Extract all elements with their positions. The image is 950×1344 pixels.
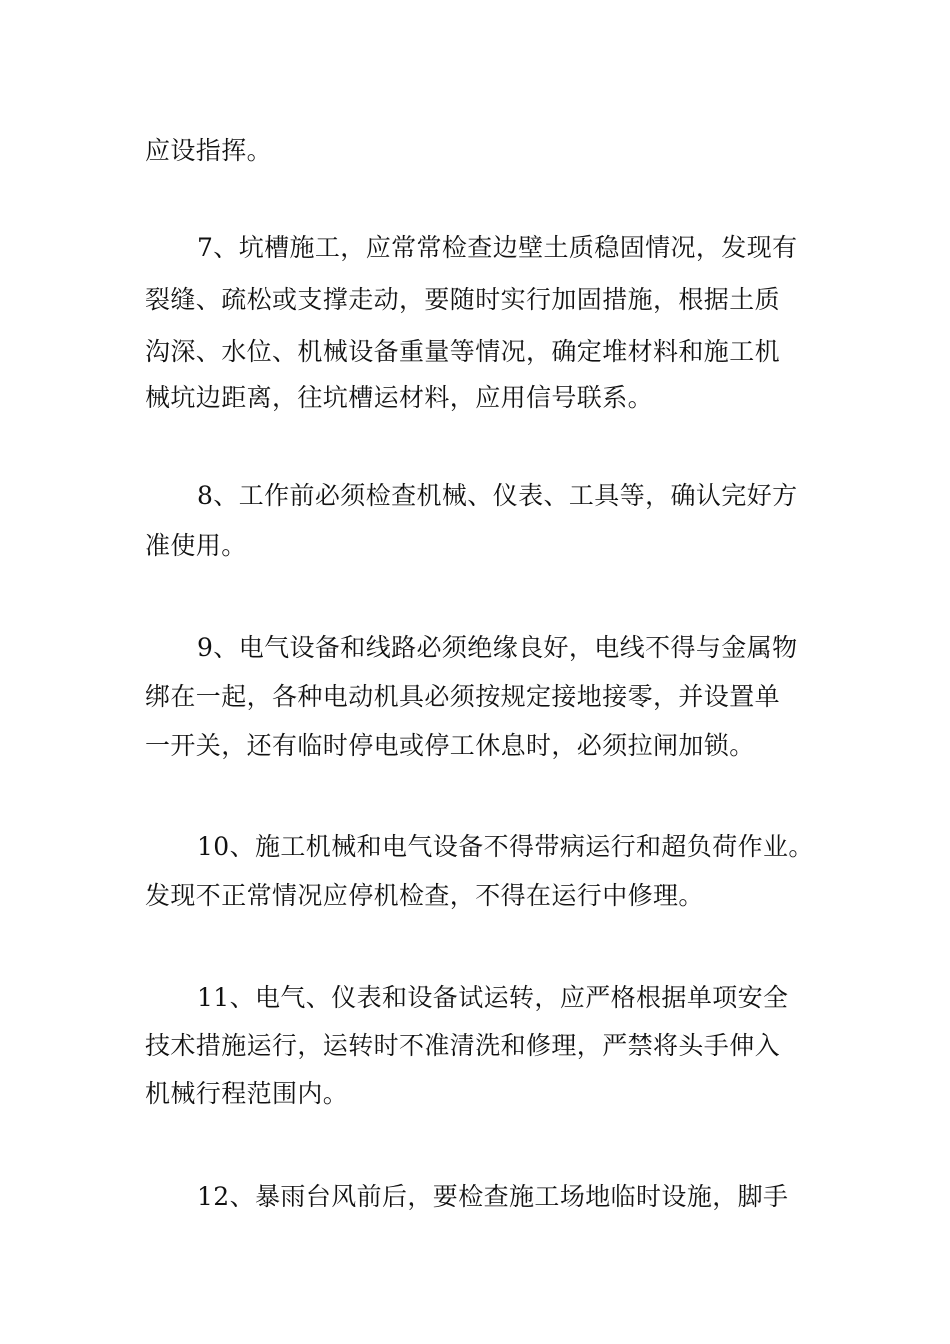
- paragraph-9-line-2: 绑在一起，各种电动机具必须按规定接地接零，并设置单: [145, 682, 781, 711]
- paragraph-12-line-1: 12、暴雨台风前后，要检查施工场地临时设施，脚手: [197, 1182, 789, 1211]
- paragraph-7-line-4: 械坑边距离，往坑槽运材料，应用信号联系。: [145, 383, 654, 412]
- paragraph-10-line-1: 10、施工机械和电气设备不得带病运行和超负荷作业。: [197, 832, 814, 861]
- paragraph-11-line-1: 11、电气、仪表和设备试运转，应严格根据单项安全: [197, 983, 789, 1012]
- paragraph-11-line-2: 技术措施运行，运转时不准清洗和修理，严禁将头手伸入: [145, 1031, 781, 1060]
- paragraph-8-line-2: 准使用。: [145, 531, 247, 560]
- paragraph-7-line-3: 沟深、水位、机械设备重量等情况，确定堆材料和施工机: [145, 337, 781, 366]
- paragraph-7-line-2: 裂缝、疏松或支撑走动，要随时实行加固措施，根据土质: [145, 285, 781, 314]
- paragraph-9-line-1: 9、电气设备和线路必须绝缘良好，电线不得与金属物: [197, 633, 798, 662]
- paragraph-11-line-3: 机械行程范围内。: [145, 1079, 349, 1108]
- text-line: 应设指挥。: [145, 136, 273, 165]
- paragraph-7-line-1: 7、坑槽施工，应常常检查边壁土质稳固情况，发现有: [197, 233, 798, 262]
- paragraph-10-line-2: 发现不正常情况应停机检查，不得在运行中修理。: [145, 881, 704, 910]
- paragraph-8-line-1: 8、工作前必须检查机械、仪表、工具等，确认完好方: [197, 481, 798, 510]
- paragraph-9-line-3: 一开关，还有临时停电或停工休息时，必须拉闸加锁。: [145, 731, 755, 760]
